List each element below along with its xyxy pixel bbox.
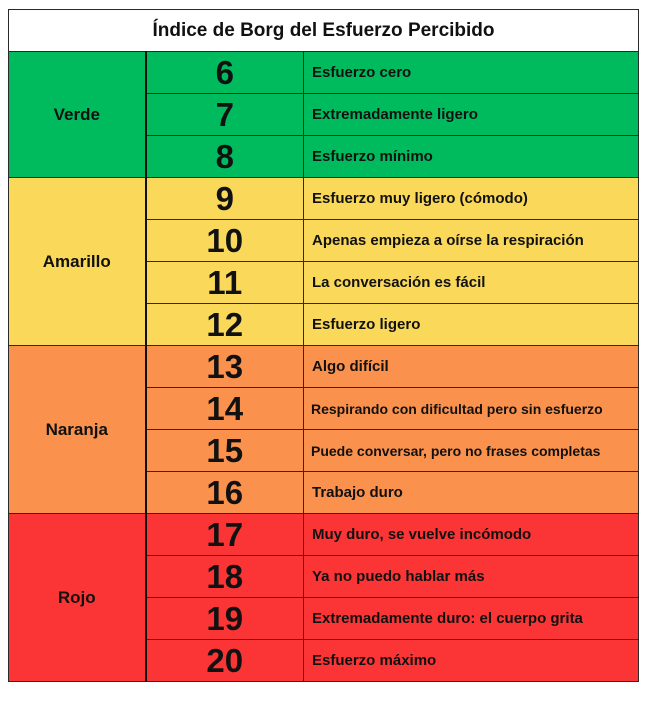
rpe-value: 15 (146, 430, 304, 472)
rpe-description: Esfuerzo cero (304, 52, 639, 94)
rpe-description: Extremadamente ligero (304, 94, 639, 136)
rpe-value: 16 (146, 472, 304, 514)
rpe-description: Respirando con dificultad pero sin esfuerzo (304, 388, 639, 430)
rpe-value: 18 (146, 556, 304, 598)
zone-label: Amarillo (9, 178, 146, 346)
rpe-value: 17 (146, 514, 304, 556)
rpe-value: 19 (146, 598, 304, 640)
rpe-description: Puede conversar, pero no frases completas (304, 430, 639, 472)
rpe-description: Esfuerzo máximo (304, 640, 639, 682)
rpe-description: Trabajo duro (304, 472, 639, 514)
table-body (9, 52, 639, 682)
rpe-value: 14 (146, 388, 304, 430)
rpe-value: 10 (146, 220, 304, 262)
zone-label: Verde (9, 52, 146, 178)
rpe-description: Muy duro, se vuelve incómodo (304, 514, 639, 556)
table-row (9, 514, 639, 556)
title-row (9, 10, 639, 52)
table-title: Índice de Borg del Esfuerzo Percibido (9, 10, 639, 52)
rpe-value: 13 (146, 346, 304, 388)
rpe-description: Extremadamente duro: el cuerpo grita (304, 598, 639, 640)
rpe-value: 12 (146, 304, 304, 346)
table-row (9, 178, 639, 220)
table-row (9, 52, 639, 94)
rpe-value: 8 (146, 136, 304, 178)
rpe-description: Ya no puedo hablar más (304, 556, 639, 598)
table-row (9, 346, 639, 388)
rpe-description: La conversación es fácil (304, 262, 639, 304)
rpe-value: 9 (146, 178, 304, 220)
zone-label: Naranja (9, 346, 146, 514)
rpe-value: 7 (146, 94, 304, 136)
rpe-description: Esfuerzo muy ligero (cómodo) (304, 178, 639, 220)
rpe-description: Esfuerzo ligero (304, 304, 639, 346)
rpe-value: 11 (146, 262, 304, 304)
borg-scale-table (8, 9, 639, 682)
zone-label: Rojo (9, 514, 146, 682)
rpe-description: Apenas empieza a oírse la respiración (304, 220, 639, 262)
rpe-value: 6 (146, 52, 304, 94)
rpe-description: Algo difícil (304, 346, 639, 388)
rpe-value: 20 (146, 640, 304, 682)
rpe-description: Esfuerzo mínimo (304, 136, 639, 178)
